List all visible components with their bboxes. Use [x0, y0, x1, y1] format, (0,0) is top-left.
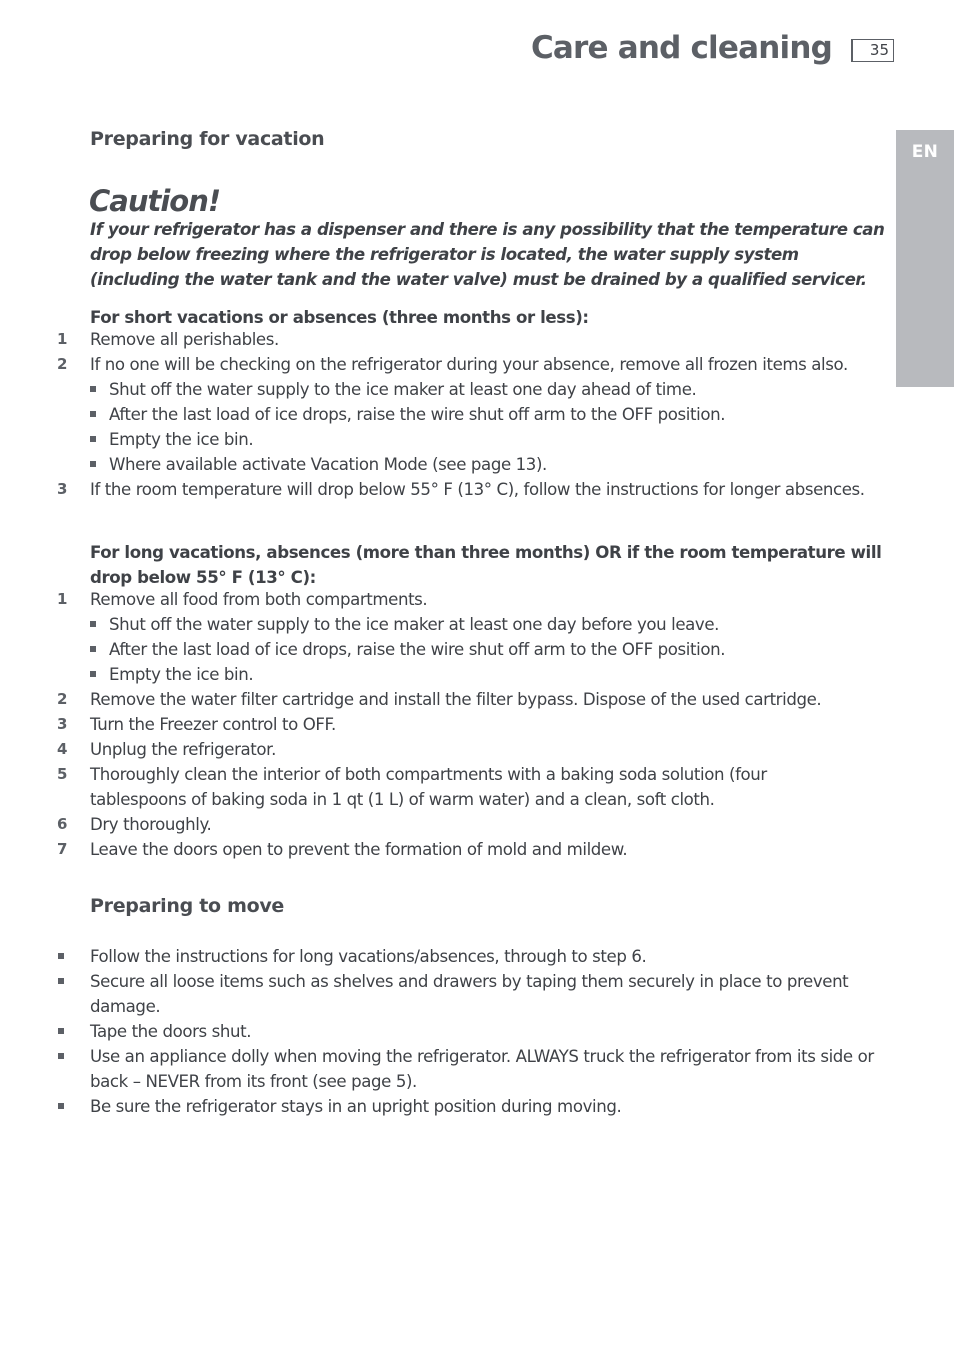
- step-text: Remove the water filter cartridge and install the filter bypass. Dispose of the used cartridge.: [90, 690, 822, 709]
- long-vacation-heading: For long vacations, absences (more than three months) OR if the room temperature will drop below 55° F (13° C):: [90, 543, 882, 587]
- step-number: 7: [57, 840, 68, 858]
- language-tab: [896, 130, 954, 387]
- move-bullet-text: Use an appliance dolly when moving the refrigerator. ALWAYS truck the refrigerator from its side or back – NEVER from its front (see page 5).: [90, 1047, 874, 1091]
- move-bullet-text: Follow the instructions for long vacations/absences, through to step 6.: [90, 947, 647, 966]
- section-heading-move: Preparing to move: [90, 895, 285, 917]
- bullet-square-icon: [90, 646, 96, 652]
- page-title: Care and cleaning: [530, 30, 832, 66]
- step-number: 4: [57, 740, 68, 758]
- step-text: If the room temperature will drop below 55° F (13° C), follow the instructions for longer absences.: [90, 480, 865, 499]
- step-number: 5: [57, 765, 68, 783]
- step-text: Turn the Freezer control to OFF.: [90, 715, 336, 734]
- step-text: Leave the doors open to prevent the formation of mold and mildew.: [90, 840, 628, 859]
- move-bullet-text: Secure all loose items such as shelves and drawers by taping them securely in place to prevent damage.: [90, 972, 849, 1016]
- section-heading-vacation: Preparing for vacation: [90, 128, 325, 150]
- bullet-square-icon: [90, 411, 96, 417]
- caution-title: Caution!: [89, 184, 221, 218]
- move-bullet-text: Tape the doors shut.: [90, 1022, 252, 1041]
- bullet-square-icon: [58, 1103, 64, 1109]
- bullet-square-icon: [90, 461, 96, 467]
- step-number: 3: [57, 715, 68, 733]
- bullet-square-icon: [58, 1028, 64, 1034]
- bullet-square-icon: [58, 978, 64, 984]
- sub-bullet-text: Empty the ice bin.: [109, 665, 254, 684]
- sub-bullet-text: After the last load of ice drops, raise the wire shut off arm to the OFF position.: [109, 640, 726, 659]
- bullet-square-icon: [90, 386, 96, 392]
- step-text: Thoroughly clean the interior of both compartments with a baking soda solution (four tablespoons of baking soda in 1 qt (1 L) of warm water) and a clean, soft cloth.: [90, 765, 767, 809]
- step-text: Remove all perishables.: [90, 330, 279, 349]
- step-text: Dry thoroughly.: [90, 815, 212, 834]
- caution-text: If your refrigerator has a dispenser and there is any possibility that the temperature can drop below freezing where the refrigerator is located, the water supply system (including the water tank and the water valve) must be drained by a qualified servicer.: [90, 220, 885, 289]
- sub-bullet-text: After the last load of ice drops, raise the wire shut off arm to the OFF position.: [109, 405, 726, 424]
- bullet-square-icon: [90, 671, 96, 677]
- bullet-square-icon: [90, 621, 96, 627]
- move-bullet-text: Be sure the refrigerator stays in an upright position during moving.: [90, 1097, 622, 1116]
- step-number: 1: [57, 330, 68, 348]
- bullet-square-icon: [90, 436, 96, 442]
- step-number: 2: [57, 355, 68, 373]
- step-text: Remove all food from both compartments.: [90, 590, 428, 609]
- step-number: 2: [57, 690, 68, 708]
- language-tab-label: EN: [911, 142, 939, 162]
- short-vacation-heading: For short vacations or absences (three months or less):: [90, 308, 589, 327]
- bullet-square-icon: [58, 953, 64, 959]
- step-number: 3: [57, 480, 68, 498]
- step-text: Unplug the refrigerator.: [90, 740, 276, 759]
- bullet-square-icon: [58, 1053, 64, 1059]
- sub-bullet-text: Shut off the water supply to the ice maker at least one day ahead of time.: [109, 380, 697, 399]
- sub-bullet-text: Where available activate Vacation Mode (see page 13).: [109, 455, 547, 474]
- step-number: 6: [57, 815, 68, 833]
- step-number: 1: [57, 590, 68, 608]
- step-text: If no one will be checking on the refrigerator during your absence, remove all frozen items also.: [90, 355, 848, 374]
- sub-bullet-text: Shut off the water supply to the ice maker at least one day before you leave.: [109, 615, 720, 634]
- page-number: 35: [851, 39, 894, 62]
- sub-bullet-text: Empty the ice bin.: [109, 430, 254, 449]
